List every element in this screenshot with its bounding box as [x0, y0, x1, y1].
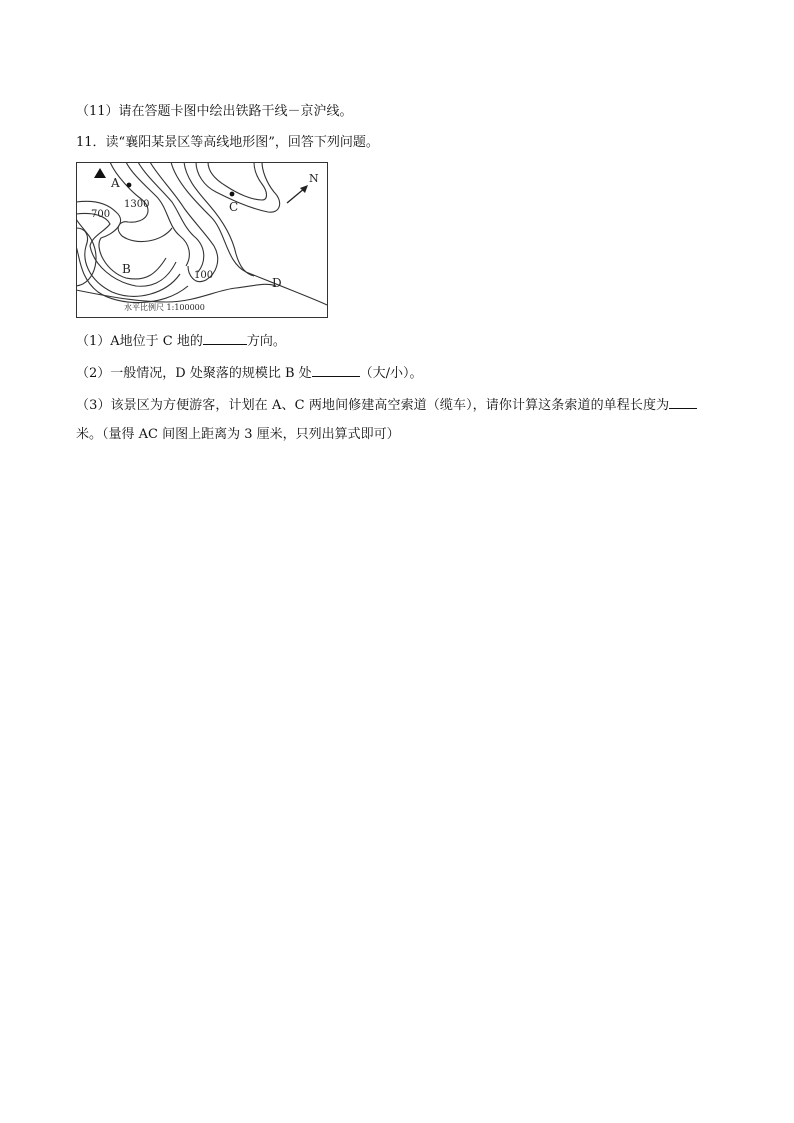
- contour-label-100: 100: [194, 270, 214, 281]
- contour-map-svg: [76, 162, 328, 318]
- q11-sub2: [76, 364, 423, 383]
- point-c-dot: [230, 192, 235, 197]
- point-d-label: D: [272, 276, 282, 290]
- q11-sub3-answer-blank[interactable]: [669, 396, 697, 409]
- q11-sub1: [76, 332, 286, 351]
- point-c-label: C: [229, 200, 239, 214]
- q11-sub2-after: （大/小）。: [359, 366, 423, 381]
- q11-sub3-text2: 米。（量得 AC 间图上距离为 3 厘米，只列出算式即可）: [76, 427, 400, 442]
- q11-sub3-text1: （3）该景区为方便游客，计划在 A、C 两地间修建高空索道（缆车），请你计算这条索道的单程长度为: [76, 398, 670, 413]
- q10-item11-label: （11）请在答题卡图中绘出铁路干线－京沪线。: [76, 104, 353, 119]
- contour-map: [76, 162, 328, 318]
- scale-text: 水平比例尺 1:100000: [124, 303, 205, 312]
- q11-sub1-after: 方向。: [246, 334, 286, 349]
- q11-stem: [76, 134, 379, 152]
- q11-sub3-line2: [76, 426, 400, 444]
- q10-item11-text: [76, 103, 353, 121]
- point-b-label: B: [122, 262, 131, 276]
- q11-sub2-before: （2）一般情况，D 处聚落的规模比 B 处: [76, 366, 312, 381]
- q11-sub3-line1: [76, 396, 697, 415]
- q11-sub2-answer-blank[interactable]: [312, 364, 360, 377]
- contour-label-1300: 1300: [124, 199, 150, 210]
- point-a-dot: [127, 183, 132, 188]
- north-label: N: [309, 172, 319, 185]
- q11-sub1-answer-blank[interactable]: [203, 332, 247, 345]
- q11-sub1-before: （1）A地位于 C 地的: [76, 334, 203, 349]
- point-a-label: A: [111, 176, 120, 190]
- q11-stem-text: 11．读“襄阳某景区等高线地形图”，回答下列问题。: [76, 135, 379, 150]
- contour-label-700: 700: [91, 209, 111, 220]
